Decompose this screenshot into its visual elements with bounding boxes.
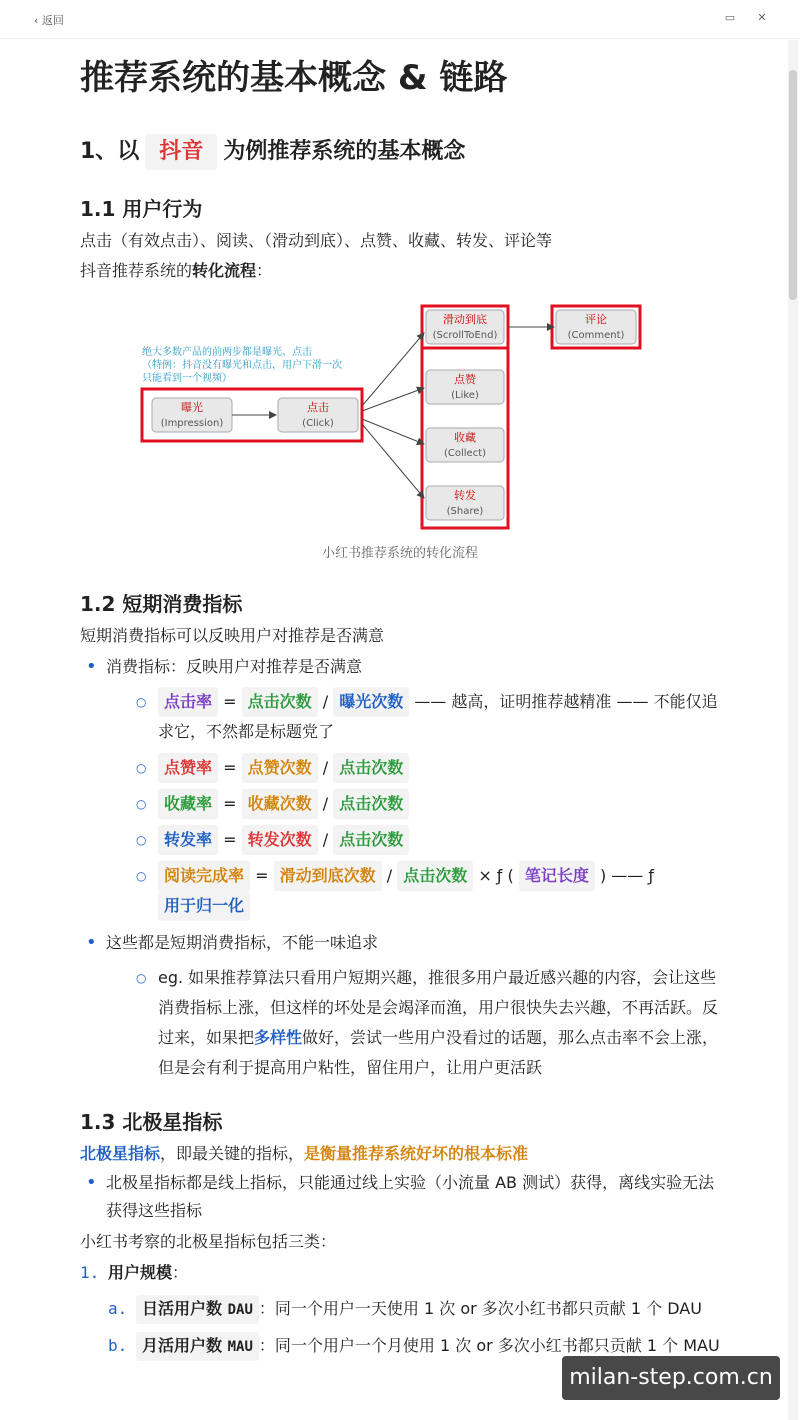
slash: / [322,794,329,813]
three-categories: 小红书考察的北极星指标包括三类： [80,1232,337,1251]
article [80,40,720,1361]
scroll-en: (ScrollToEnd) [432,330,498,341]
ol-letter: b. [108,1336,128,1355]
north-star-term: 北极星指标 [80,1144,161,1163]
section-1-1-heading: 1.1 用户行为 [80,197,203,221]
mau-code: MAU [227,1339,253,1355]
user-actions-text: 点击（有效点击）、阅读、（滑动到底）、点赞、收藏、转发、评论等 [80,231,553,250]
impression-en: (Impression) [160,418,224,429]
section-1-2-heading: 1.2 短期消费指标 [80,592,243,616]
heading-suffix: 为例推荐系统的基本概念 [223,139,466,164]
douyin-tag: 抖音 [145,134,217,170]
click-cn: 点击 [307,401,329,414]
click-en: (Click) [302,418,334,429]
bullet-text: 消费指标：反映用户对推荐是否满意 [106,657,363,676]
metric-name: 点赞率 [158,753,218,783]
times-f: × ƒ ( [478,866,514,885]
def-highlight: 是衡量推荐系统好坏的根本标准 [304,1144,529,1163]
north-star-def [80,1139,720,1169]
diversity-bold: 多样性 [254,1028,303,1047]
metric-share-rate [106,825,720,855]
metrics-list [80,653,720,1083]
metric-name: 阅读完成率 [158,861,250,891]
slash: / [386,866,393,885]
eg-sublist [106,963,720,1083]
list-item [80,1169,720,1225]
numerator: 滑动到底次数 [274,861,382,891]
flow-intro-bold: 转化流程 [192,261,257,280]
metrics-sublist [106,687,720,921]
note-line-2: （特例：抖音没有曝光和点击，用户下滑一次 [142,360,342,371]
flow-intro-colon: ： [256,261,273,280]
north-star-list [80,1169,720,1225]
eg-paragraph [106,963,720,1083]
metric-collect-rate [106,789,720,819]
comment-en: (Comment) [567,330,625,341]
arrow-click-like [362,388,424,411]
arrow-click-share [362,424,424,498]
conversion-flow-diagram [80,298,720,538]
section-1-3-heading: 1.3 北极星指标 [80,1110,223,1134]
top-bar [0,0,800,39]
note-length: 笔记长度 [519,861,595,891]
back-button[interactable] [34,12,64,28]
section-1-heading [80,134,720,170]
slash: / [322,758,329,777]
note-line-3: 只能看到一个视频） [142,373,232,384]
metric-like-rate [106,753,720,783]
page-title: 推荐系统的基本概念 & 链路 [80,58,508,98]
mau-text: ：同一个用户一个月使用 1 次 or 多次小红书都只贡献 1 个 MAU [258,1336,720,1355]
denominator: 点击次数 [333,825,409,855]
numerator: 点击次数 [242,687,318,717]
figure-caption: 小红书推荐系统的转化流程 [321,546,478,561]
metric-read-completion [106,861,720,921]
impression-cn: 曝光 [181,401,203,414]
share-en: (Share) [446,506,484,517]
collect-en: (Collect) [443,448,487,459]
watermark: milan-step.com.cn [562,1356,780,1400]
scroll-cn: 滑动到底 [443,313,487,326]
numerator: 转发次数 [242,825,318,855]
dau-text: ：同一个用户一天使用 1 次 or 多次小红书都只贡献 1 个 DAU [258,1299,702,1318]
denominator: 点击次数 [397,861,473,891]
note-line-1: 绝大多数产品的前两步都是曝光、点击 [142,347,312,358]
close-f: ) —— ƒ [599,866,655,885]
metric-name: 点击率 [158,687,218,717]
ol-number: 1. [80,1263,100,1282]
arrow-click-collect [362,419,424,444]
back-label: 返回 [41,14,64,27]
numerator: 点赞次数 [242,753,318,783]
scrollbar[interactable] [788,40,798,1420]
eg-pre: eg. 如果推荐算法只看用户短期兴趣，推很多用户最近感兴趣的内容，会让这些消费指标上涨，但这样的坏处是会竭泽而渔，用户很快失去兴趣，不再活跃。反过来，如果把 [158,968,719,1047]
metric-note: —— 越高，证明推荐越精准 —— 不能仅追求它，不然都是标题党了 [158,692,718,741]
dau-code: DAU [227,1302,253,1318]
ol-colon: ： [172,1263,189,1282]
eq-sign: = [223,692,237,711]
eg-post: 做好，尝试一些用户没看过的话题，那么点击率不会上涨，但是会有利于提高用户粘性，留住用户，让用户更活跃 [158,1028,719,1077]
dau-label: 日活用户数 [142,1299,223,1318]
metric-ctr [106,687,720,747]
heading-prefix: 1、以 [80,139,140,164]
share-cn: 转发 [454,489,476,502]
eq-sign: = [223,794,237,813]
eq-sign: = [223,830,237,849]
flow-svg [80,298,720,538]
dau-tag [136,1295,259,1324]
user-scale-label: 用户规模 [108,1263,173,1282]
metric-name: 收藏率 [158,789,218,819]
denominator: 曝光次数 [333,687,409,717]
mau-label: 月活用户数 [142,1336,223,1355]
short-term-intro: 短期消费指标可以反映用户对推荐是否满意 [80,626,385,645]
chevron-left-icon: ‹ [34,14,39,27]
flow-intro [80,256,720,286]
list-item [80,929,720,1083]
like-cn: 点赞 [454,373,476,386]
denominator: 点击次数 [333,753,409,783]
ol-letter: a. [108,1299,128,1318]
eq-sign: = [223,758,237,777]
flow-intro-pre: 抖音推荐系统的 [80,261,193,280]
slash: / [322,692,329,711]
denominator: 点击次数 [333,789,409,819]
normalize-tag: 用于归一化 [158,891,250,921]
bullet-text: 这些都是短期消费指标，不能一味追求 [106,933,379,952]
close-icon[interactable]: ✕ [757,11,767,24]
ordered-item-1 [80,1259,720,1361]
mau-tag [136,1332,259,1361]
def-mid: ，即最关键的指标， [160,1144,305,1163]
bullet-text: 北极星指标都是线上指标，只能通过线上实验（小流量 AB 测试）获得，离线实验无法获得这些指标 [106,1173,715,1220]
like-en: (Like) [451,390,479,401]
arrow-click-scroll [362,333,424,406]
comment-icon[interactable]: ▭ [724,11,736,24]
eq-sign: = [255,866,269,885]
comment-cn: 评论 [585,313,607,326]
slash: / [322,830,329,849]
list-item [80,653,720,921]
scrollbar-thumb[interactable] [789,70,797,300]
metric-name: 转发率 [158,825,218,855]
ordered-item-a [80,1295,720,1324]
collect-cn: 收藏 [454,431,476,444]
numerator: 收藏次数 [242,789,318,819]
